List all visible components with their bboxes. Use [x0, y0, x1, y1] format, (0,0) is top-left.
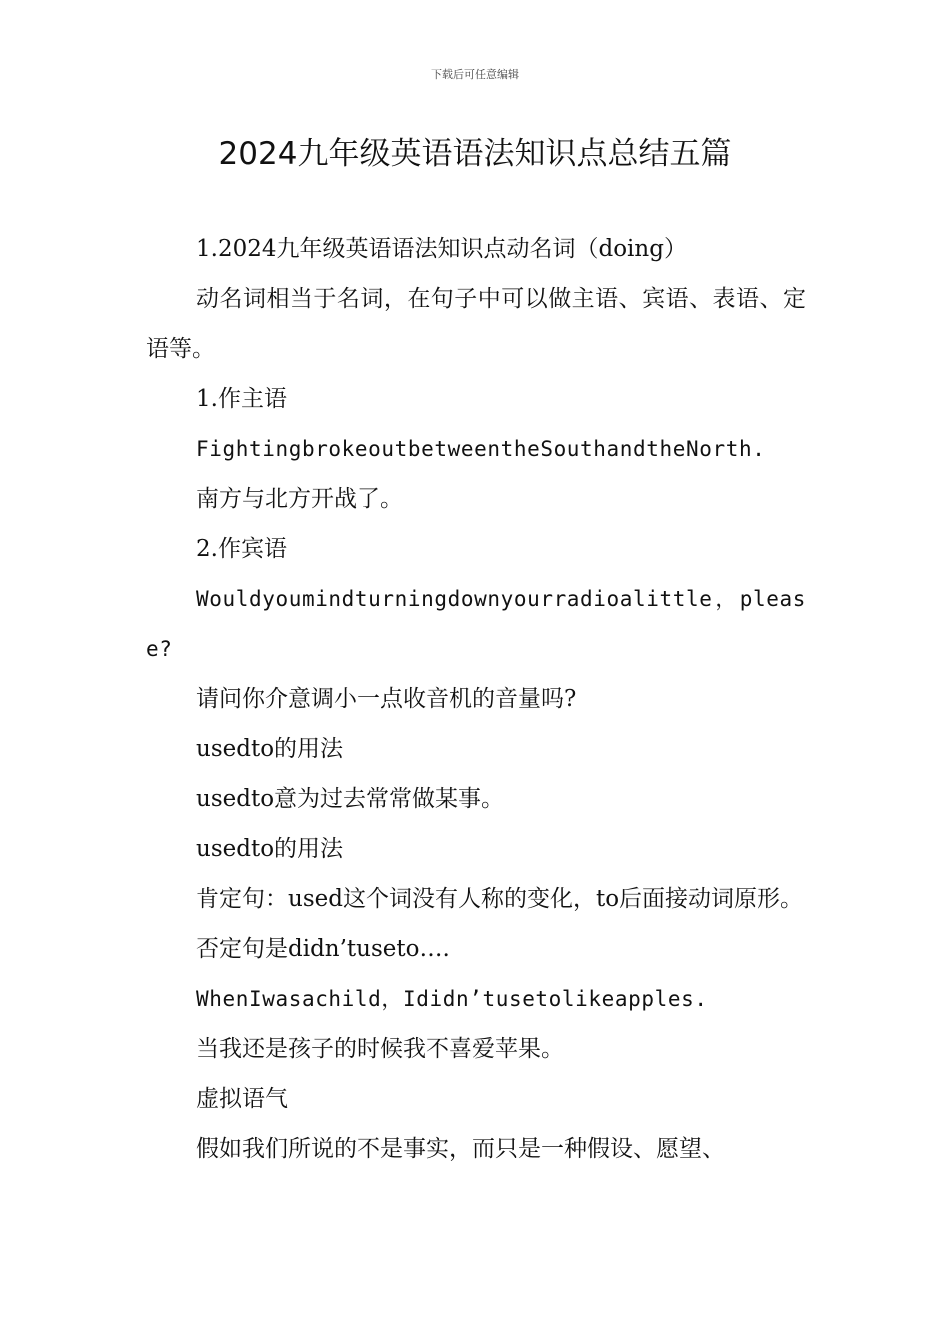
document-title: 2024九年级英语语法知识点总结五篇 — [218, 136, 732, 172]
header-note: 下载后可任意编辑 — [431, 68, 519, 81]
paragraph: 动名词相当于名词，在句子中可以做主语、宾语、表语、定语等。 — [146, 286, 806, 362]
english-example: FightingbrokeoutbetweentheSouthandtheNorth. — [196, 437, 766, 461]
sub-heading: usedto的用法 — [196, 736, 344, 762]
english-example: WhenIwasachild，Ididn’tusetolikeapples. — [196, 987, 708, 1011]
sub-heading: usedto的用法 — [196, 836, 344, 862]
paragraph: 否定句是didn’tuseto…. — [196, 936, 450, 962]
sub-heading: 虚拟语气 — [196, 1086, 288, 1112]
english-example: Wouldyoumindturningdownyourradioalittle，please? — [146, 587, 806, 661]
paragraph: usedto意为过去常常做某事。 — [196, 786, 505, 812]
sub-heading: 1.作主语 — [196, 386, 287, 412]
translation: 请问你介意调小一点收音机的音量吗? — [196, 686, 577, 712]
paragraph: 肯定句：used这个词没有人称的变化，to后面接动词原形。 — [196, 886, 804, 912]
translation: 当我还是孩子的时候我不喜爱苹果。 — [196, 1036, 564, 1062]
sub-heading: 2.作宾语 — [196, 536, 287, 562]
section-heading: 1.2024九年级英语语法知识点动名词（doing） — [196, 236, 687, 262]
document-body — [146, 224, 806, 1174]
translation: 南方与北方开战了。 — [196, 486, 403, 512]
paragraph: 假如我们所说的不是事实，而只是一种假设、愿望、 — [196, 1136, 725, 1162]
